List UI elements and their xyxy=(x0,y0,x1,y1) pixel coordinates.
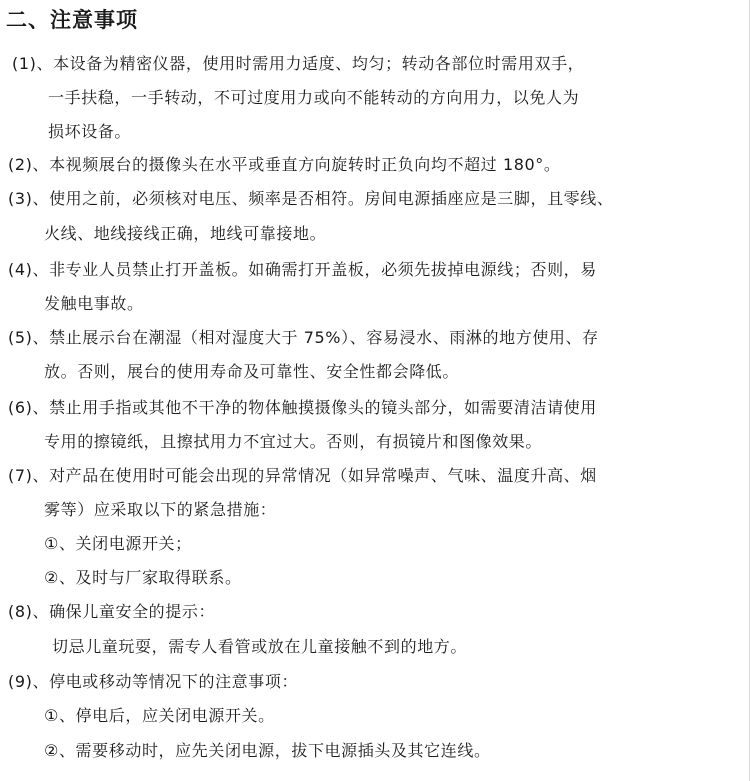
item-5-line-1: (5)、禁止展示台在潮湿（相对湿度大于 75%）、容易浸水、雨淋的地方使用、存 xyxy=(8,328,599,347)
item-1-line-3: 损坏设备。 xyxy=(48,122,132,141)
item-7-step-1: ①、关闭电源开关； xyxy=(44,534,192,553)
item-8-line-2: 切忌儿童玩耍，需专人看管或放在儿童接触不到的地方。 xyxy=(52,637,468,656)
item-3-line-1: (3)、使用之前，必须核对电压、频率是否相符。房间电源插座应是三脚，且零线、 xyxy=(8,189,614,208)
item-4-line-1: (4)、非专业人员禁止打开盖板。如确需打开盖板，必须先拔掉电源线；否则，易 xyxy=(8,260,597,279)
item-9-step-1: ①、停电后，应关闭电源开关。 xyxy=(44,706,275,725)
item-9-step-2: ②、需要移动时，应先关闭电源，拔下电源插头及其它连线。 xyxy=(44,741,491,760)
item-1-line-1: (1)、本设备为精密仪器，使用时需用力适度、均匀；转动各部位时需用双手， xyxy=(12,54,585,73)
item-9-line-1: (9)、停电或移动等情况下的注意事项： xyxy=(8,672,299,691)
item-8-line-1: (8)、确保儿童安全的提示： xyxy=(8,602,216,621)
item-7-line-2: 雾等）应采取以下的紧急措施： xyxy=(44,500,277,519)
item-5-line-2: 放。否则，展台的使用寿命及可靠性、安全性都会降低。 xyxy=(44,362,460,381)
section-heading: 二、注意事项 xyxy=(6,8,138,32)
item-1-line-2: 一手扶稳，一手转动，不可过度用力或向不能转动的方向用力，以免人为 xyxy=(48,88,580,107)
item-4-line-2: 发触电事故。 xyxy=(44,294,144,313)
item-6-line-2: 专用的擦镜纸，且擦拭用力不宜过大。否则，有损镜片和图像效果。 xyxy=(44,432,543,451)
item-7-line-1: (7)、对产品在使用时可能会出现的异常情况（如异常噪声、气味、温度升高、烟 xyxy=(8,466,597,485)
item-3-line-2: 火线、地线接线正确，地线可靠接地。 xyxy=(44,224,327,243)
item-7-step-2: ②、及时与厂家取得联系。 xyxy=(44,568,242,587)
item-2-line-1: (2)、本视频展台的摄像头在水平或垂直方向旋转时正负向均不超过 180°。 xyxy=(8,155,561,174)
item-6-line-1: (6)、禁止用手指或其他不干净的物体触摸摄像头的镜头部分，如需要清洁请使用 xyxy=(8,398,597,417)
